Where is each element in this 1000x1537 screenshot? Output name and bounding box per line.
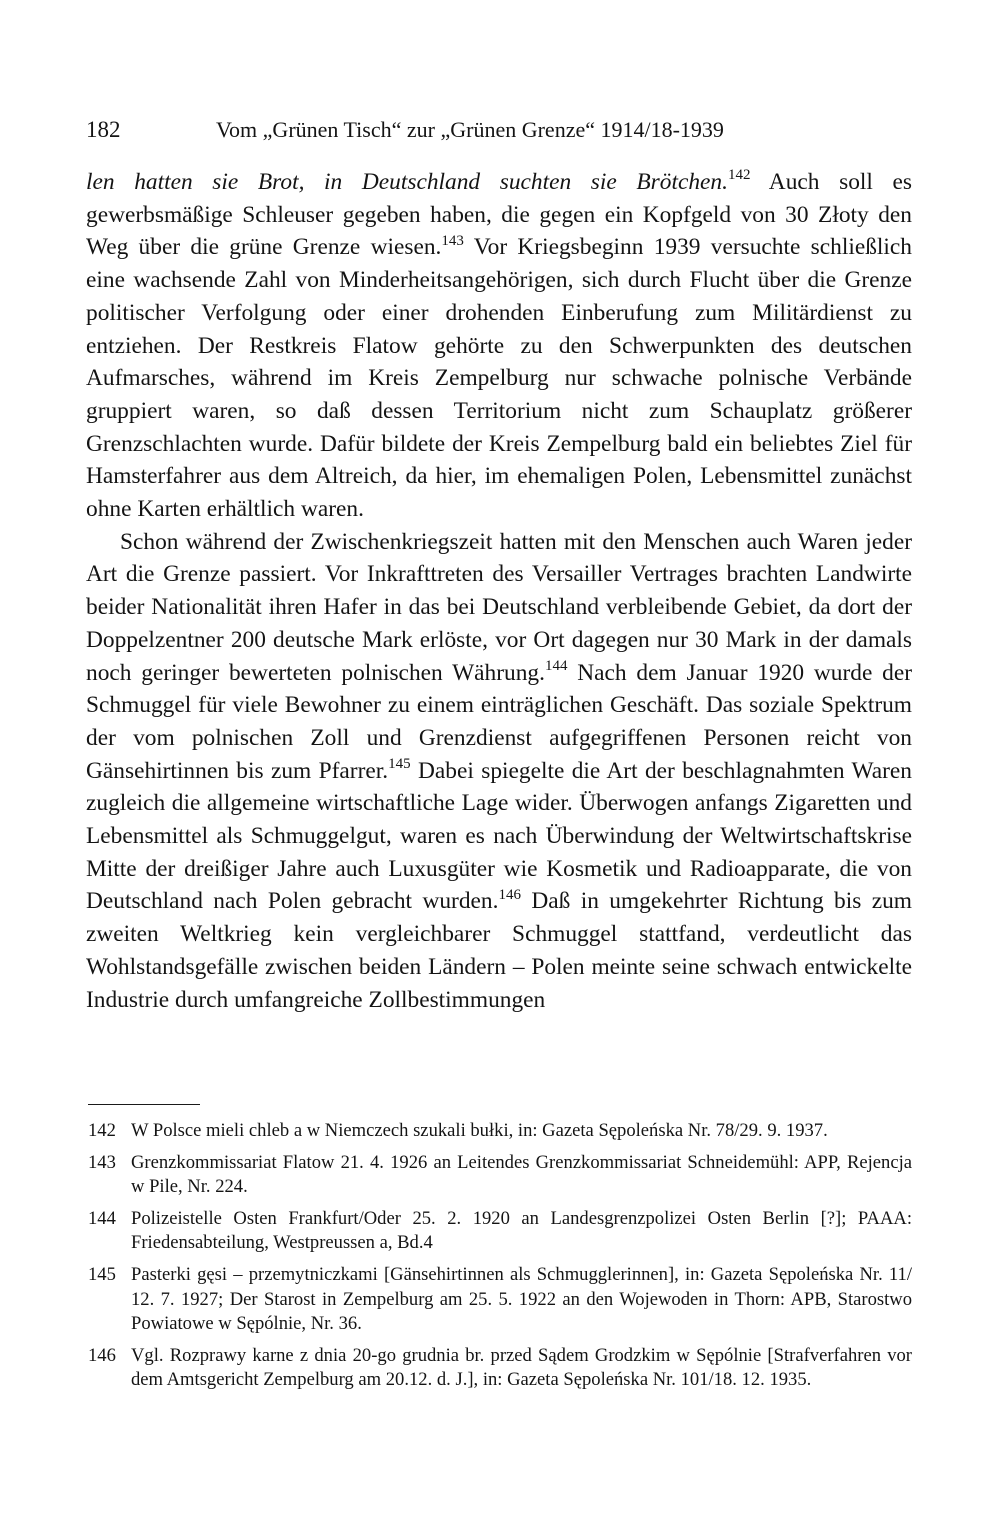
footnote-ref-144[interactable]: 144 [544,657,568,674]
paragraph-text: Nach dem Januar 1920 wurde der Schmuggel für viele Bewohner zu einem einträglichen Geschäft. Das soziale Spektrum der vom polnischen Zoll und Grenzdienst aufgegriffenen Personen reicht von Gänsehirtinnen bis zum Pfarrer. [86,659,912,784]
footnote-143 [88,1151,912,1200]
footnote-text: Pasterki gęsi – przemytniczkami [Gänsehirtinnen als Schmugglerinnen], in: Gazeta Sępoleńska Nr. 11/ 12. 7. 1927; Der Starost in Zempelburg am 25. 5. 1922 an den Wojewoden in Thorn: APB, Starostwo Powiatowe w Sępólnie, Nr. 36. [131,1263,912,1335]
paragraph-text: Schon während der Zwischenkriegszeit hatten mit den Menschen auch Waren jeder Art die Grenze passiert. Vor Inkrafttreten des Versailler Vertrages brachten Landwirte beider Nationalität ihren Hafer in das bei Deutschland verbleibende Gebiet, da dort der Doppelzentner 200 deutsche Mark erlöste, vor Ort dagegen nur 30 Mark in der damals noch geringer bewerteten polnischen Währung. [86,528,912,686]
footnote-ref-145[interactable]: 145 [388,755,411,772]
footnote-ref-142[interactable]: 142 [727,167,751,184]
footnote-142 [88,1119,912,1144]
footnote-ref-146[interactable]: 146 [498,886,521,903]
footnote-number: 143 [88,1151,116,1173]
footnote-number: 146 [88,1344,116,1366]
footnote-text: W Polsce mieli chleb a w Niemczech szukali bułki, in: Gazeta Sępoleńska Nr. 78/29. 9. 1937. [131,1120,828,1141]
main-text [86,166,912,1016]
footnote-separator [88,1104,200,1105]
footnote-145 [88,1263,912,1337]
paragraph-text: Vor Kriegsbeginn 1939 versuchte schließlich eine wachsende Zahl von Minderheitsangehörigen, sich durch Flucht über die Grenze politischer Verfolgung oder einer drohenden Einberufung zum Militärdienst zu entziehen. Der Restkreis Flatow gehörte zu den Schwerpunkten des deutschen Aufmarsches, während im Kreis Zempelburg nur schwache polnische Verbände gruppiert waren, so daß dessen Territorium nicht zum Schauplatz größerer Grenzschlachten wurde. Dafür bildete der Kreis Zempelburg bald ein beliebtes Ziel für Hamsterfahrer aus dem Altreich, da hier, im ehemaligen Polen, Lebensmittel zunächst ohne Karten erhältlich waren. [86,234,912,523]
paragraph-text: Daß in umgekehrter Richtung bis zum zweiten Weltkrieg kein vergleichbarer Schmuggel stattfand, verdeutlicht das Wohlstandsgefälle zwischen beiden Ländern – Polen meinte seine schwach entwickelte Industrie durch umfangreiche Zollbestimmungen [86,888,913,1013]
paragraph-text: Auch soll es gewerbsmäßige Schleuser gegeben haben, die gegen ein Kopfgeld von 30 Złoty den Weg über die grüne Grenze wiesen. [86,169,912,261]
page-number: 182 [86,117,121,142]
italic-quote: len hatten sie Brot, in Deutschland suchten sie Brötchen. [86,169,728,195]
paragraph-text: Dabei spiegelte die Art der beschlagnahmten Waren zugleich die allgemeine wirtschaftliche Lage wider. Überwogen anfangs Zigaretten und Lebensmittel als Schmuggelgut, waren es nach Überwindung der Weltwirtschaftskrise Mitte der dreißiger Jahre auch Luxusgüter wie Kosmetik und Radioapparate, die von Deutschland nach Polen gebracht wurden. [86,757,913,915]
footnote-ref-143[interactable]: 143 [441,232,464,249]
footnotes [88,1119,912,1400]
footnote-146 [88,1344,912,1393]
paragraph-1 [86,166,912,526]
running-title: Vom „Grünen Tisch“ zur „Grünen Grenze“ 1914/18-1939 [216,117,724,142]
footnote-number: 142 [88,1120,116,1141]
running-head [86,116,916,144]
footnote-number: 145 [88,1263,116,1285]
footnote-number: 144 [88,1207,116,1229]
footnote-144 [88,1207,912,1256]
paragraph-2 [86,526,912,1017]
footnote-text: Polizeistelle Osten Frankfurt/Oder 25. 2. 1920 an Landesgrenzpolizei Osten Berlin [?]; PAAA: Friedensabteilung, Westpreussen a, Bd.4 [131,1207,912,1254]
footnote-text: Grenzkommissariat Flatow 21. 4. 1926 an Leitendes Grenzkommissariat Schneidemühl: APP, Rejencja w Pile, Nr. 224. [131,1151,912,1198]
footnote-text: Vgl. Rozprawy karne z dnia 20-go grudnia br. przed Sądem Grodzkim w Sępólnie [Strafverfahren vor dem Amtsgericht Zempelburg am 20.12. d. J.], in: Gazeta Sępoleńska Nr. 101/18. 12. 1935. [131,1344,912,1391]
